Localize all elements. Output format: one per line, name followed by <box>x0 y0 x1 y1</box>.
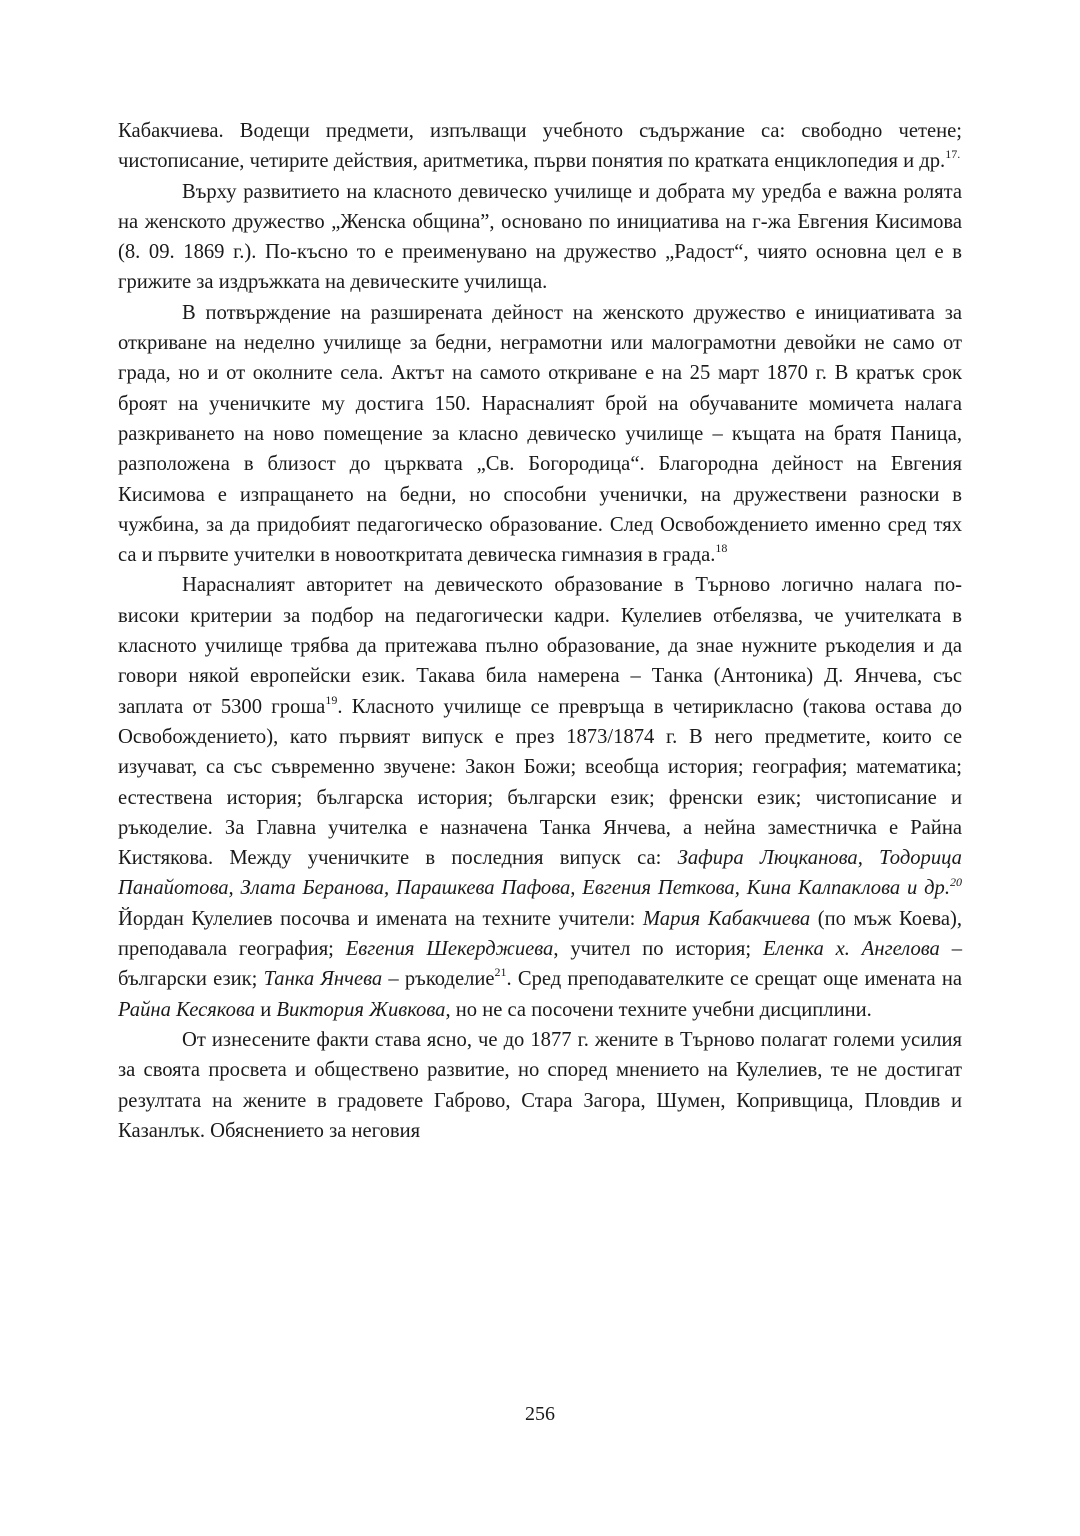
text-run: Нарасналият авторитет на девическото образование в Търново логично налага по-високи критерии за подбор на педагогически кадри. Кулелиев отбелязва, че учителката в класното училище трябва да притежава пълно образование, да знае нужните ръкоделия и да говори някой европейски език. Такава била намерена – Танка (Антоника) Д. Янчева, със заплата от 5300 гроша <box>118 574 962 718</box>
text-run: и <box>255 998 277 1021</box>
italic-name-run: Зафира Люцканова, Тодорица Панайотова, Злата Беранова, Парашкева Пафова, Евгения Петкова, Кина Калпаклова и др. <box>118 847 962 900</box>
footnote-marker: 18 <box>715 541 728 556</box>
paragraph-2 <box>118 177 962 298</box>
text-run: От изнесените факти става ясно, че до 1877 г. жените в Търново полагат големи усилия за своята просвета и обществено развитие, но според мнението на Кулелиев, те не достигат резултата на жените в градовете Габрово, Стара Загора, Шумен, Копривщица, Пловдив и Казанлък. Обяснението за неговия <box>118 1028 962 1142</box>
text-run: , учител по история; <box>553 938 763 961</box>
text-run: – ръкоделие <box>382 968 495 991</box>
italic-name-run: Мария Кабакчиева <box>642 907 811 930</box>
text-run: (по мъж Коева), преподавала география; <box>118 907 962 961</box>
footnote-marker: 19 <box>325 692 338 707</box>
footnote-marker: 21 <box>494 965 507 980</box>
text-run: . Сред преподавателките се срещат още имената на <box>506 968 963 991</box>
paragraph-4 <box>118 570 962 1024</box>
text-run: Кабакчиева. Водещи предмети, изпълващи учебното съдържание са: свободно четене; чистописание, четирите действия, аритметика, първи понятия по кратката енциклопедия и др. <box>118 120 962 173</box>
document-page <box>118 116 962 1146</box>
paragraph-1 <box>118 116 962 177</box>
text-run: , но не са посочени техните учебни дисциплини. <box>445 998 872 1021</box>
text-run: В потвърждение на разширената дейност на женското дружество е инициативата за откриване на неделно училище за бедни, неграмотни или малограмотни девойки не само от града, но и от околните села. Актът на самото откриване е на 25 март 1870 г. В кратък срок броят на ученичките му достига 150. Нарасналият брой на обучаваните момичета налага разкриването на ново помещение за класно девическо училище – къщата на братя Паница, разположена в близост до църквата „Св. Богородица“. Благородна дейност на Евгения Кисимова е изпращането на бедни, но способни ученички, на дружествени разноски в чужбина, за да придобият педагогическо образование. След Освобождението именно сред тях са и първите учителки в новооткритата девическа гимназия в града. <box>118 301 962 567</box>
text-run: Йордан Кулелиев посочва и имената на техните учители: <box>118 907 643 930</box>
page-number: 256 <box>525 1403 555 1425</box>
text-run: – български език; <box>118 938 962 991</box>
footnote-marker: 17. <box>945 147 961 162</box>
italic-name-run: Виктория Живкова <box>276 998 446 1021</box>
paragraph-5 <box>118 1025 962 1146</box>
footnote-marker: 20 <box>950 874 962 889</box>
paragraph-3 <box>118 298 962 571</box>
italic-name-run: Танка Янчева <box>263 968 383 991</box>
italic-name-run: Райна Кесякова <box>118 998 256 1021</box>
text-run: . Класното училище се превръща в четирикласно (такова остава до Освобождението), като първият випуск е през 1873/1874 г. В него предметите, които се изучават, са със съвременно звучене: Закон Божи; всеобща история; география; математика; естествена история; българска история; български език; френски език; чистописание и ръкоделие. За Главна учителка е назначена Танка Янчева, а нейна заместничка е Райна Кистякова. Между ученичките в последния випуск са: <box>118 695 963 870</box>
italic-name-run: Евгения Шекерджиева <box>345 938 554 961</box>
text-run: Върху развитието на класното девическо училище и добрата му уредба е важна ролята на женското дружество „Женска община”, основано по инициатива на г-жа Евгения Кисимова (8. 09. 1869 г.). По-късно то е преименувано на дружество „Радост“, чиято основна цел е в грижите за издръжката на девическите училища. <box>118 180 962 294</box>
italic-name-run: Еленка х. Ангелова <box>762 938 940 961</box>
